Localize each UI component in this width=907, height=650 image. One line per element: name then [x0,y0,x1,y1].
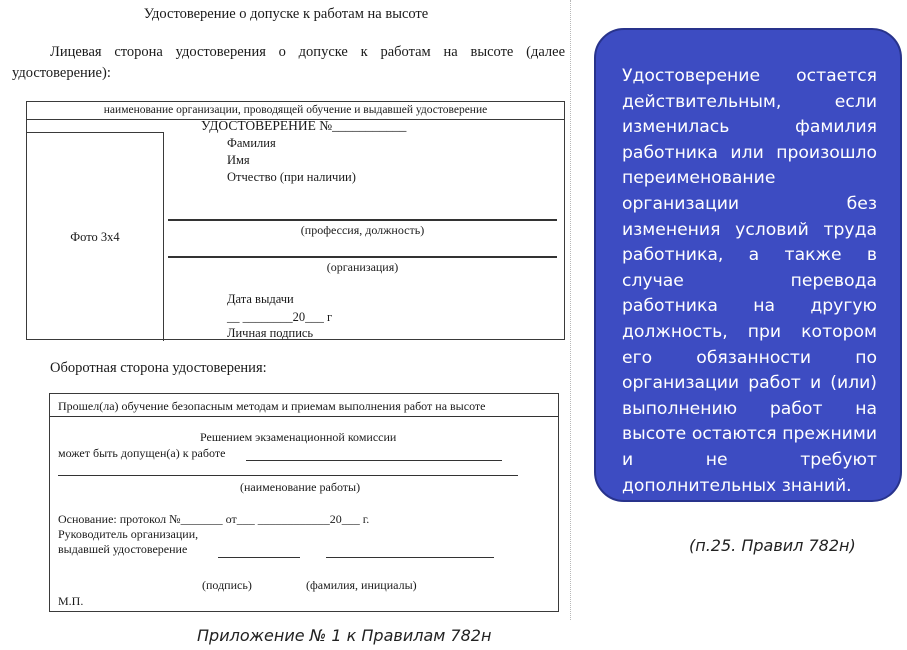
issue-date-line: __ ________20___ г [227,310,333,324]
callout-text: Удостоверение остается действительным, если изменилась фамилия работника или произошло переименование организации без изменения условий труда работника, а также в случае перевода работника на другую должность, при котором его обязанности по организации работ и (или) выполнению работ на высоте остаются прежними и не требуют дополнительных знаний. [622,66,877,496]
profession-caption: (профессия, должность) [300,223,425,237]
surname-label: Фамилия [227,136,276,150]
certificate-front-side [26,101,565,340]
stamp-place-label: М.П. [58,594,84,608]
training-line-divider [50,416,558,417]
appendix-caption: Приложение № 1 к Правилам 782н [197,626,492,645]
commission-decision: Решением экзаменационной комиссии [200,430,397,444]
back-side-label: Оборотная сторона удостоверения: [50,360,267,376]
signature-label: Личная подпись [227,326,314,340]
name-fill-line [326,557,494,558]
name-label: Имя [227,153,250,167]
rule-reference: (п.25. Правил 782н) [689,536,856,555]
patronymic-label: Отчество (при наличии) [227,170,356,184]
issue-date-label: Дата выдачи [227,292,294,306]
work-name-caption: (наименование работы) [240,480,361,494]
training-completed-line: Прошел(ла) обучение безопасным методам и приемам выполнения работ на высоте [58,399,486,413]
organization-fill-line [168,256,557,258]
profession-fill-line [168,219,557,221]
work-fill-line [246,460,502,461]
allowed-to-work-label: может быть допущен(а) к работе [58,446,226,460]
certificate-back-side [49,393,559,612]
info-callout [594,28,902,502]
head-of-organization-line2: выдавшей удостоверение [58,542,188,556]
head-of-organization-line1: Руководитель организации, [58,527,199,541]
photo-label: Фото 3x4 [70,230,120,244]
work-fill-line-2 [58,475,518,476]
signature-caption: (подпись) [202,578,252,592]
organization-caption: (организация) [326,260,399,274]
front-side-intro: Лицевая сторона удостоверения о допуске к работам на высоте (далее удостоверение): [12,44,565,81]
certificate-number-heading: УДОСТОВЕРЕНИЕ №___________ [201,118,407,133]
document-title: Удостоверение о допуске к работам на высоте [143,6,429,22]
basis-protocol-line: Основание: протокол №_______ от___ ____________20___ г. [58,512,370,526]
signature-fill-line [218,557,300,558]
page-edge [570,0,571,620]
organization-name-line: наименование организации, проводящей обучение и выдавшей удостоверение [27,102,564,120]
photo-placeholder [27,132,164,341]
name-initials-caption: (фамилия, инициалы) [306,578,417,592]
